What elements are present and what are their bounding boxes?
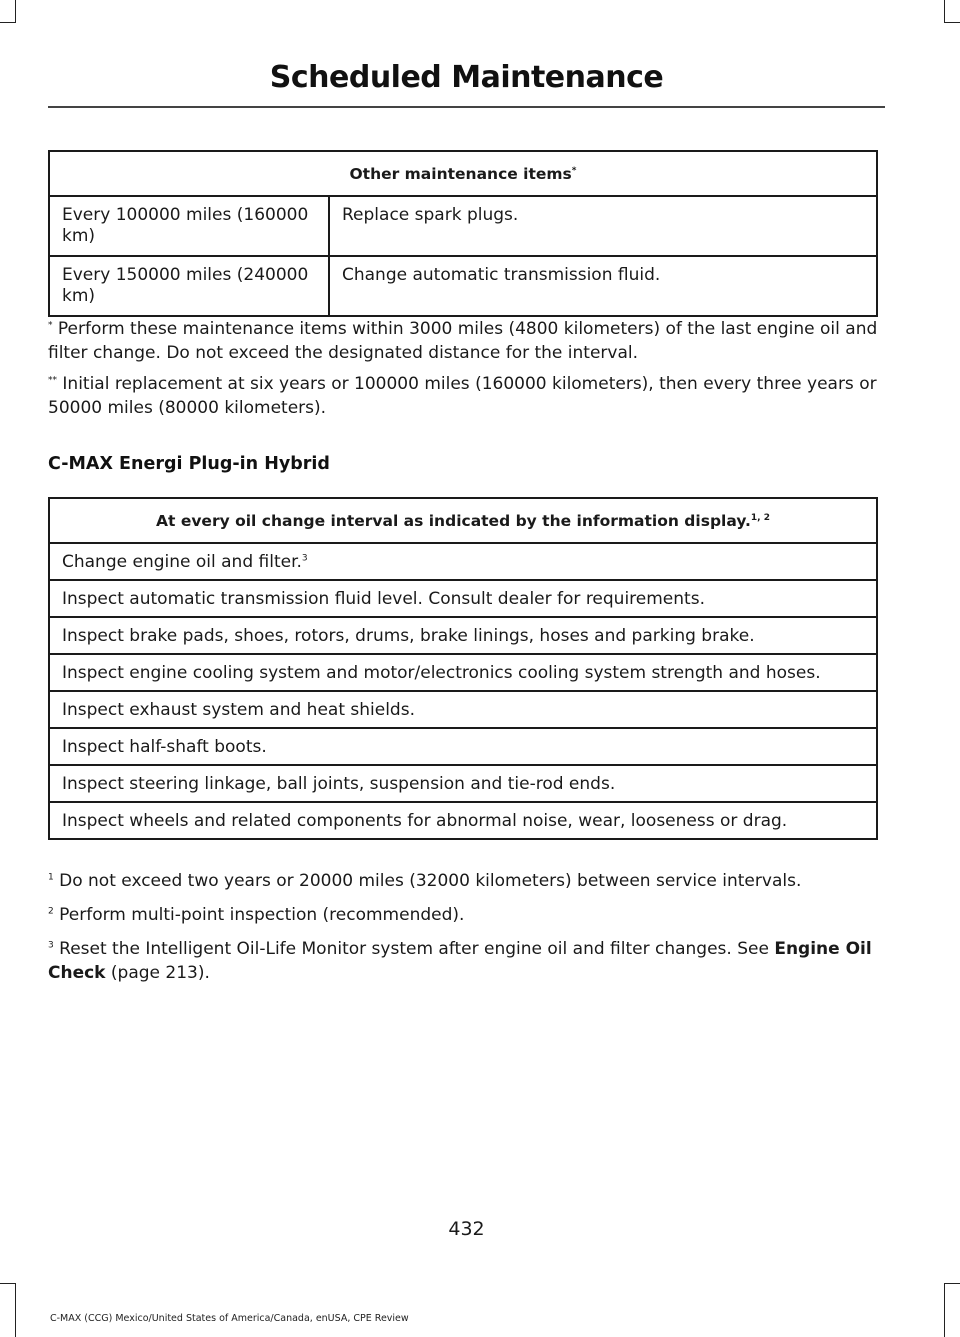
table-header-row — [49, 151, 877, 196]
footnote-mark: * — [571, 165, 577, 176]
footnote-text: Perform multi-point inspection (recommended). — [59, 905, 465, 925]
cross-reference-link[interactable]: Engine Oil Check — [48, 939, 872, 983]
other-maintenance-table — [48, 150, 878, 317]
crop-mark-bottom-left-horizontal — [0, 1283, 16, 1284]
footnote — [48, 372, 888, 420]
table-row — [49, 196, 877, 256]
action-cell: Change automatic transmission fluid. — [329, 256, 877, 316]
table-row — [49, 543, 877, 580]
table-row — [49, 765, 877, 802]
table-cell: Inspect brake pads, shoes, rotors, drums, brake linings, hoses and parking brake. — [49, 617, 877, 654]
document-info: C-MAX (CCG) Mexico/United States of America/Canada, enUSA, CPE Review — [50, 1313, 409, 1324]
table-cell-text: Change engine oil and filter. — [62, 552, 302, 572]
page-reference: (page 213). — [110, 963, 210, 983]
crop-mark-bottom-left-vertical — [15, 1283, 16, 1337]
table-cell — [49, 543, 877, 580]
page-header — [48, 60, 885, 95]
table-cell: Inspect half-shaft boots. — [49, 728, 877, 765]
footnote — [48, 937, 888, 985]
oil-change-interval-table — [48, 497, 878, 840]
footnote-mark: 1, 2 — [750, 512, 770, 523]
table-cell: Inspect steering linkage, ball joints, suspension and tie-rod ends. — [49, 765, 877, 802]
table-row — [49, 802, 877, 839]
table-heading-text: Other maintenance items — [349, 165, 572, 183]
section-heading: C-MAX Energi Plug-in Hybrid — [48, 454, 330, 474]
footnote-text: Do not exceed two years or 20000 miles (32000 kilometers) between service intervals. — [59, 871, 802, 891]
table-cell: Inspect engine cooling system and motor/electronics cooling system strength and hoses. — [49, 654, 877, 691]
table-heading — [49, 151, 877, 196]
footnote — [48, 869, 888, 893]
table-cell: Inspect wheels and related components for abnormal noise, wear, looseness or drag. — [49, 802, 877, 839]
footnote-mark: 1 — [48, 872, 54, 883]
table-row — [49, 256, 877, 316]
footnote-mark: 2 — [48, 906, 54, 917]
interval-cell: Every 100000 miles (160000 km) — [49, 196, 329, 256]
table-row — [49, 691, 877, 728]
footnote-mark: 3 — [48, 940, 54, 951]
footnote — [48, 903, 888, 927]
crop-mark-top-right-horizontal — [944, 22, 960, 23]
table-cell: Inspect exhaust system and heat shields. — [49, 691, 877, 728]
table-row — [49, 728, 877, 765]
table-heading — [49, 498, 877, 543]
footnote-mark: * — [48, 320, 53, 331]
crop-mark-top-left-vertical — [15, 0, 16, 22]
footnote — [48, 317, 888, 365]
table-cell: Inspect automatic transmission fluid level. Consult dealer for requirements. — [49, 580, 877, 617]
table-heading-text: At every oil change interval as indicated by the information display. — [156, 512, 751, 530]
action-cell: Replace spark plugs. — [329, 196, 877, 256]
table-header-row — [49, 498, 877, 543]
page-title: Scheduled Maintenance — [269, 60, 664, 95]
crop-mark-top-left-horizontal — [0, 22, 16, 23]
crop-mark-bottom-right-horizontal — [944, 1283, 960, 1284]
crop-mark-bottom-right-vertical — [944, 1283, 945, 1337]
footnote-mark: ** — [48, 375, 57, 386]
crop-mark-top-right-vertical — [944, 0, 945, 22]
header-divider — [48, 106, 885, 108]
footnote-mark: 3 — [301, 553, 308, 564]
footnote-text: Reset the Intelligent Oil-Life Monitor system after engine oil and filter changes. See — [59, 939, 769, 959]
table-row — [49, 580, 877, 617]
table-row — [49, 617, 877, 654]
interval-cell: Every 150000 miles (240000 km) — [49, 256, 329, 316]
page-number: 432 — [448, 1218, 485, 1240]
footnote-text: Perform these maintenance items within 3000 miles (4800 kilometers) of the last engine oil and filter change. Do not exceed the designated distance for the interval. — [48, 319, 878, 363]
table-row — [49, 654, 877, 691]
footnote-text: Initial replacement at six years or 100000 miles (160000 kilometers), then every three years or 50000 miles (80000 kilometers). — [48, 374, 877, 418]
